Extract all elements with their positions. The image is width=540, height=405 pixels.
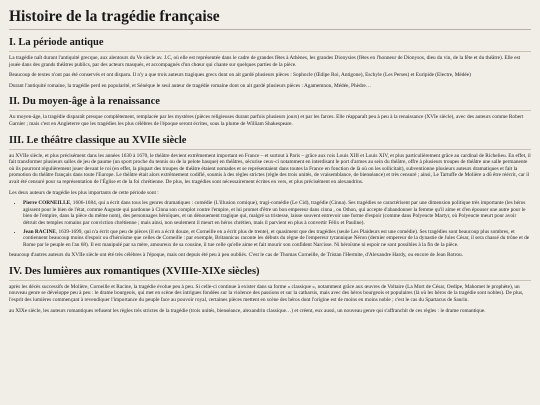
paragraph: après les décès successifs de Molière, Corneille et Racine, la tragédie évolue peu à peu. Si celle-ci continue à exister dans sa forme « classique », notamment grâce aux œuvres de Voltaire (La Mort de César, Oedipe, Mahomet le prophète), un nouveau genre se développe peu à peu : le drame bourgeois, qui met en scène des intrigues fondées sur la violence des passions et sur la catharsis, mais avec des héros bourgeois et populaires (là où les héros de la tragédie sont nobles). De plus, l'esprit des lumières commençant à revendiquer l'importance du peuple face au pouvoir royal, certaines pièces mettent en scène des héros dont l'origine est de moins en moins noble ; c'est le cas du Spartacus de Saurin. (9, 283, 524, 304)
author-description: , 1606-1684, qui a écrit dans tous les genres dramatiques : comédie (L'illusion comique), tragi-comédie (Le Cid), tragédie (Cinna). Ses tragédies se caractérisent par une dimension politique très importante (les héros agissent pour le bien de l'état, comme Auguste qui pardonne à Cinna son complot contre l'empire, et lui promet d'être un bon empereur dans cinna , ou Othon, qui accepte d'abandonner la femme qu'il aime et d'en épouser une autre pour le bien de l'empire, dans la pièce du même nom), des personnages héroïques, et un dénouement tragique qui, malgré sa tristesse, laisse souvent entrevoir une forme d'espoir (comme dans Polyeucte Martyr, où Polyeucte meurt pour avoir détruit des temples romains par conviction chrétienne ; mais ainsi, non seulement il meurt en héros chrétien, mais il parvient en plus à convertir Félix et Pauline). (23, 200, 526, 226)
author-description: , 1639-1699, qui n'a écrit que peu de pièces (il en a écrit douze, et Corneille en a écrit plus de trente), et quasiment que des tragédies (seule Les Plaideurs est une comédie). Ses tragédies sont beaucoup plus sombres, et contiennent beaucoup moins d'espoir ou d'héroïsme que celles de Corneille : par exemple, Britannicus raconte les débuts du règne de l'empereur tyrannique Néron (dernier empereur de la dynastie de Jules César, il sera chassé du trône et de Rome par le peuple en l'an 68). Il est manipulé par sa mère, amoureux de sa cousine, il tue celle qu'elle aime et fait mourir son confident Narcisse. Ni héroïsme ni espoir ne sont possibles à la fin de la pièce. (23, 228, 530, 248)
section-heading-moyen-age: II. Du moyen-âge à la renaissance (9, 95, 531, 111)
section-heading-lumieres: IV. Des lumières aux romantiques (XVIIIe-XIXe siècles) (9, 265, 531, 281)
list-item (23, 200, 531, 226)
section-heading-classique: III. Le théâtre classique au XVIIe siècle (9, 134, 531, 150)
page-title: Histoire de la tragédie française (9, 8, 531, 30)
author-name: Jean RACINE (23, 228, 56, 235)
paragraph: Beaucoup de textes n'ont pas été conservés et ont disparu. Il n'y a que trois auteurs tragiques grecs dont on ait gardé plusieurs pièces : Sophocle (Œdipe Roi, Antigone), Eschyle (Les Perses) et Euripide (Electre, Médée) (9, 72, 471, 79)
paragraph: au XVIIe siècle, et plus précisément dans les années 1630 à 1670, le théâtre devient extrêmement important en France – et surtout à Paris – grâce aux rois Louis XIII et Louis XIV, et plus particulièrement grâce au cardinal de Richelieu. En effet, il fait transformer plusieurs salles de jeu de paume (un sport proche du tennis ou de la pelote basque) en théâtres, sécurise ceux-ci notamment en interdisant le port d'armes au sein du théâtre, offre à plusieurs troupes de théâtre une salle permanente où ils pourront régulièrement jouer devant le roi (en effet, la plupart des troupes de théâtre étaient nomades et se représentaient dans toutes la France en fonction de là où on les sollicitait), subventionne plusieurs auteurs dramatiques et fait la promotion du théâtre français dans toute l'Europe. Le théâtre était alors extrêmement codifié, soumis à des règles strictes (règle des trois unités, de vraisemblance, de bienséance) et très censuré ; ainsi, Le Tartuffe de Molière a dû être réécrit, car il avait été censuré pour sa représentation de l'Église et de la foi chrétienne. De plus, les tragédies sont nécessairement écrites en vers, et plus précisément en alexandrins. (9, 152, 531, 185)
author-list (9, 200, 531, 248)
section-heading-antiquite: I. La période antique (9, 36, 531, 52)
paragraph: Durant l'antiquité romaine, la tragédie perd en popularité, et Sénèque le seul auteur de tragédie romaine dont on ait gardé plusieurs pièces : Agamemnon, Médée, Phèdre… (9, 82, 372, 89)
author-name: Pierre CORNEILLE (23, 200, 71, 207)
paragraph: Les deux auteurs de tragédie les plus importants de cette période sont : (9, 189, 159, 196)
list-item (23, 229, 531, 249)
paragraph: La tragédie naît durant l'antiquité grecque, aux alentours du Ve siècle av. J.C, où elle est représentée dans le cadre de grandes fêtes à Athènes, les grandes Dionysies (fêtes en l'honneur de Dionysos, dieu du vin, de la fête et du théâtre). Elle est jouée dans des grands théâtres publics, par des acteurs masqués, et accompagnés d'un chœur qui chante sur quelques parties de la pièce. (9, 55, 521, 68)
paragraph: Au moyen-âge, la tragédie disparaît presque complètement, remplacée par les mystères (pièces religieuses durant parfois plusieurs jours) et par les farces. Elle réapparaît peu à peu à la renaissance (XVIe siècle), avec des auteurs comme Robert Garnier ; mais c'est en Angleterre que les tragédies les plus célèbres de l'époque seront écrites, sous la plume de William Shakespeare. (9, 114, 524, 127)
paragraph: au XIXe siècle, les auteurs romantiques refusent les règles très strictes de la tragédie (trois unités, bienséance, alexandrin classique…) et créent, eux aussi, un nouveau genre qui s'affranchit de ces règles : le drame romantique. (9, 307, 486, 314)
paragraph: beaucoup d'autres auteurs du XVIIe siècle ont été très célèbres à l'époque, mais ont depuis été peu à peu oubliés. C'est le cas de Thomas Corneille, de Tristan l'Hermite, d'Alexandre Hardy, ou encore de Jean Rotrou. (9, 252, 463, 259)
